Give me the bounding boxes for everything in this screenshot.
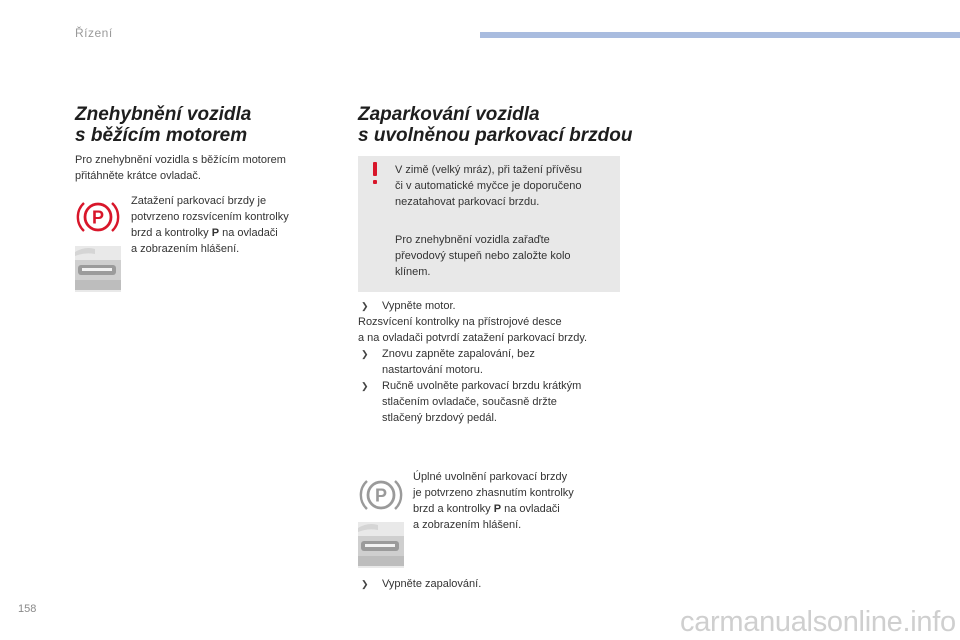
right-caption-line3-text: brzd a kontrolky [413, 503, 494, 515]
left-caption-bold: P [211, 227, 220, 239]
warning-para1-line3: nezatahovat parkovací brzdu. [395, 196, 540, 208]
warning-para1 [395, 162, 617, 210]
step-2 [358, 346, 638, 378]
warning-exclamation-icon [371, 162, 379, 186]
step-3-line1: Ručně uvolněte parkovací brzdu krátkým [382, 380, 582, 392]
confirm-line1: Rozsvícení kontrolky na přístrojové desce [358, 316, 562, 328]
left-title-line2: s běžícím motorem [75, 125, 248, 146]
right-caption-line3-tail: na ovladači [501, 503, 560, 515]
right-title [358, 104, 633, 146]
left-caption-line1: Zatažení parkovací brzdy je [131, 195, 267, 207]
right-caption-line4: a zobrazením hlášení. [413, 519, 522, 531]
left-caption-line4: a zobrazením hlášení. [131, 243, 240, 255]
confirm-line2: a na ovladači potvrdí zatažení parkovací brzdy. [358, 332, 588, 344]
right-steps [358, 298, 638, 426]
step-2-line2: nastartování motoru. [382, 364, 483, 376]
step-4 [358, 576, 638, 592]
watermark: carmanualsonline.info [680, 606, 956, 638]
left-caption-line3 [131, 225, 341, 241]
left-title [75, 104, 251, 146]
right-caption-line2: je potvrzeno zhasnutím kontrolky [413, 487, 574, 499]
arrow-bullet-icon: ❯ [361, 349, 369, 359]
step-3-line2: stlačením ovladače, současně držte [382, 396, 557, 408]
step-4-row [358, 576, 638, 592]
arrow-bullet-icon: ❯ [361, 381, 369, 391]
left-caption-line2: potvrzeno rozsvícením kontrolky [131, 211, 289, 223]
svg-text:P: P [374, 485, 388, 506]
arrow-bullet-icon: ❯ [361, 579, 369, 589]
brake-control-panel-image [75, 246, 121, 292]
left-intro [75, 152, 335, 184]
step-1-text: Vypněte motor. [382, 300, 456, 312]
left-caption [131, 193, 341, 257]
step-2-line1: Znovu zapněte zapalování, bez [382, 348, 535, 360]
left-caption-line3-text: brzd a kontrolky [131, 227, 212, 239]
left-title-line1: Znehybnění vozidla [75, 104, 252, 125]
right-title-line2: s uvolněnou parkovací brzdou [358, 125, 633, 146]
warning-para2-line1: Pro znehybnění vozidla zařaďte [395, 234, 550, 246]
step-3 [358, 378, 638, 426]
right-caption-line1: Úplné uvolnění parkovací brzdy [413, 471, 568, 483]
warning-para1-line2: či v automatické myčce je doporučeno [395, 180, 582, 192]
parking-brake-red-icon [75, 194, 121, 240]
header-accent-bar [480, 32, 960, 38]
warning-para1-line1: V zimě (velký mráz), při tažení přívěsu [395, 164, 583, 176]
parking-brake-grey-icon [358, 472, 404, 518]
step-1 [358, 298, 638, 314]
section-label: Řízení [75, 26, 113, 40]
right-caption-line3 [413, 501, 623, 517]
page-number: 158 [18, 603, 37, 615]
warning-para2 [395, 232, 617, 280]
left-caption-line3-tail: na ovladači [219, 227, 278, 239]
warning-para2-line3: klínem. [395, 266, 431, 278]
right-caption-bold: P [493, 503, 502, 515]
warning-box [358, 156, 620, 292]
warning-para2-line2: převodový stupeň nebo založte kolo [395, 250, 571, 262]
left-intro-line1: Pro znehybnění vozidla s běžícím motorem [75, 154, 286, 166]
right-caption [413, 469, 623, 533]
left-intro-line2: přitáhněte krátce ovladač. [75, 170, 201, 182]
arrow-bullet-icon: ❯ [361, 301, 369, 311]
right-title-line1: Zaparkování vozidla [358, 104, 540, 125]
step-4-text: Vypněte zapalování. [382, 578, 482, 590]
step-3-line3: stlačený brzdový pedál. [382, 412, 497, 424]
brake-control-panel-image [358, 522, 404, 568]
svg-text:P: P [91, 207, 105, 228]
